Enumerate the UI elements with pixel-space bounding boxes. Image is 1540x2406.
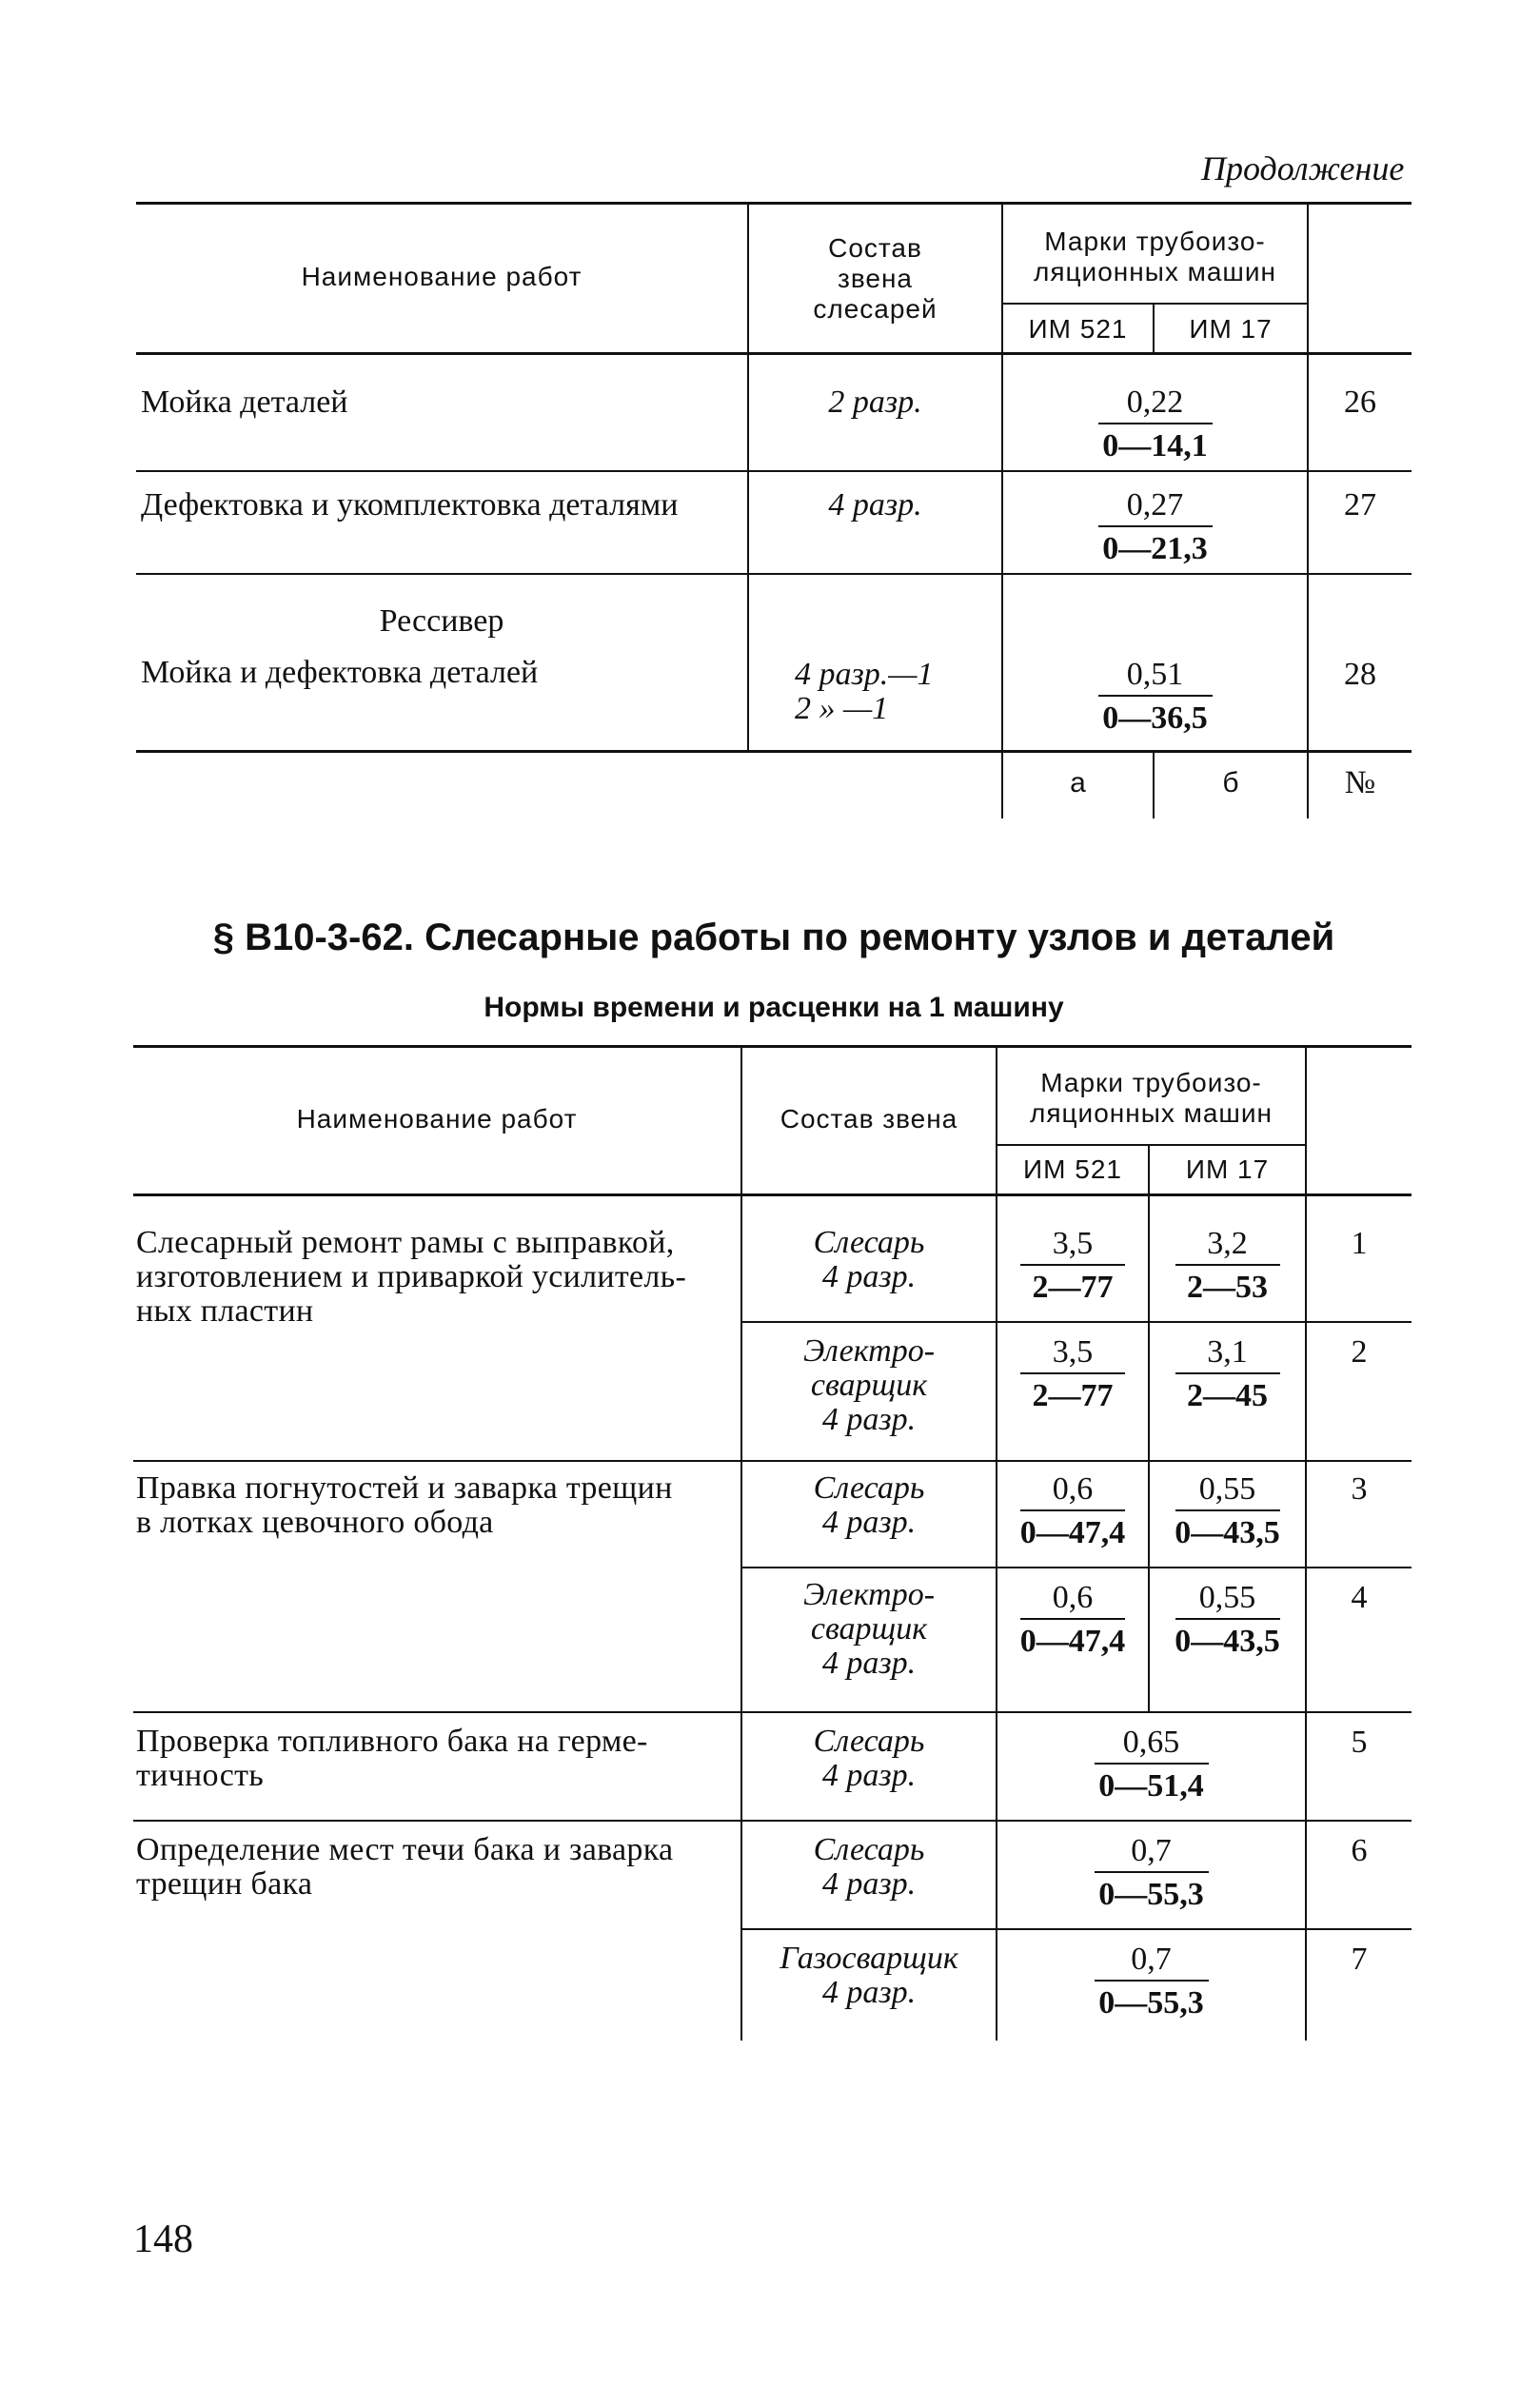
- table2-row-crew: Слесарь 4 разр.: [813, 1225, 925, 1294]
- table2-row-number: 7: [1351, 1942, 1368, 1977]
- table2-row-number: 3: [1351, 1471, 1368, 1507]
- table2-row-norm-im521: 0,6 0—47,4: [1019, 1471, 1126, 1550]
- table2-row-crew: Электро- сварщик 4 разр.: [802, 1333, 936, 1437]
- section-subtitle: Нормы времени и расценки на 1 машину: [484, 992, 1064, 1023]
- table1-row-subtitle: Рессивер: [379, 603, 504, 639]
- table2-row-crew: Слесарь 4 разр.: [813, 1724, 925, 1793]
- table2-row-norm-im17: 3,2 2—53: [1150, 1226, 1305, 1306]
- table2-row-number: 1: [1351, 1226, 1368, 1261]
- table1-row-number: 26: [1344, 385, 1376, 420]
- table2-row-number: 5: [1351, 1725, 1368, 1760]
- table1-header-im17: ИМ 17: [1189, 314, 1273, 344]
- table2-row-number: 4: [1351, 1580, 1368, 1615]
- table1-header-marks: Марки трубоизо- ляционных машин: [1034, 227, 1276, 286]
- table2-row-norm-im521: 0,6 0—47,4: [1019, 1580, 1126, 1659]
- table2-row-crew: Электро- сварщик 4 разр.: [802, 1577, 936, 1681]
- table2-row-norm: 0,65 0—51,4: [997, 1725, 1305, 1804]
- table1-footer-b: б: [1222, 767, 1239, 799]
- table2-row-norm-im17: 3,1 2—45: [1150, 1334, 1305, 1414]
- table2-row-name: Проверка топливного бака на герме- тичность: [136, 1724, 648, 1793]
- table1-header-im521: ИМ 521: [1028, 314, 1128, 344]
- table2-header-marks: Марки трубоизо- ляционных машин: [1030, 1068, 1273, 1128]
- table1-row-name: Мойка и дефектовка деталей: [141, 655, 539, 690]
- section-title: § В10-3-62. Слесарные работы по ремонту узлов и деталей: [212, 917, 1335, 958]
- table1-header-name: Наименование работ: [301, 262, 582, 291]
- table1-row-crew: 4 разр.—1: [795, 657, 934, 692]
- table1-row-norm: 0,51 0—36,5: [1003, 657, 1307, 737]
- table2-row-number: 6: [1351, 1833, 1368, 1868]
- table1-row-name: Дефектовка и укомплектовка деталями: [141, 487, 679, 523]
- page-number: 148: [133, 2218, 193, 2261]
- table2-row-crew: Слесарь 4 разр.: [813, 1832, 925, 1902]
- table1-row-number: 27: [1344, 487, 1376, 523]
- table1-row-norm: 0,22 0—14,1: [1003, 385, 1307, 464]
- table1-row-norm: 0,27 0—21,3: [1003, 487, 1307, 567]
- table2-row-norm-im17: 0,55 0—43,5: [1175, 1471, 1280, 1550]
- table1-footer-no: №: [1344, 765, 1376, 800]
- table2-row-crew: Газосварщик 4 разр.: [780, 1941, 958, 2010]
- table1-row-number: 28: [1344, 657, 1376, 692]
- table1-row-crew: 2 » —1: [795, 691, 889, 726]
- table2-row-name: Определение мест течи бака и заварка трещин бака: [136, 1832, 674, 1902]
- table2-row-crew: Слесарь 4 разр.: [813, 1470, 925, 1540]
- table2-row-number: 2: [1351, 1334, 1368, 1370]
- table1-row-crew: 4 разр.: [828, 487, 922, 523]
- table1-footer-a: а: [1070, 767, 1086, 799]
- table2-row-norm-im17: 0,55 0—43,5: [1175, 1580, 1280, 1659]
- table2-row-norm-im521: 3,5 2—77: [997, 1226, 1148, 1306]
- table1-row-name: Мойка деталей: [141, 385, 348, 420]
- table2-header-crew: Состав звена: [780, 1104, 958, 1134]
- table2-row-name: Правка погнутостей и заварка трещин в лотках цевочного обода: [136, 1470, 673, 1540]
- table2-row-norm-im521: 3,5 2—77: [997, 1334, 1148, 1414]
- table2-row-norm: 0,7 0—55,3: [997, 1942, 1305, 2021]
- table2-row-norm: 0,7 0—55,3: [997, 1833, 1305, 1913]
- table2-row-name: Слесарный ремонт рамы с выправкой, изготовлением и приваркой усилитель- ных пластин: [136, 1225, 687, 1329]
- table1-row-crew: 2 разр.: [828, 385, 922, 420]
- table2-header-im17: ИМ 17: [1185, 1154, 1270, 1184]
- table1-header-crew: Состав звена слесарей: [813, 233, 938, 324]
- table2-header-im521: ИМ 521: [1023, 1154, 1122, 1184]
- continuation-label: Продолжение: [1201, 149, 1405, 187]
- table2-header-name: Наименование работ: [296, 1104, 578, 1134]
